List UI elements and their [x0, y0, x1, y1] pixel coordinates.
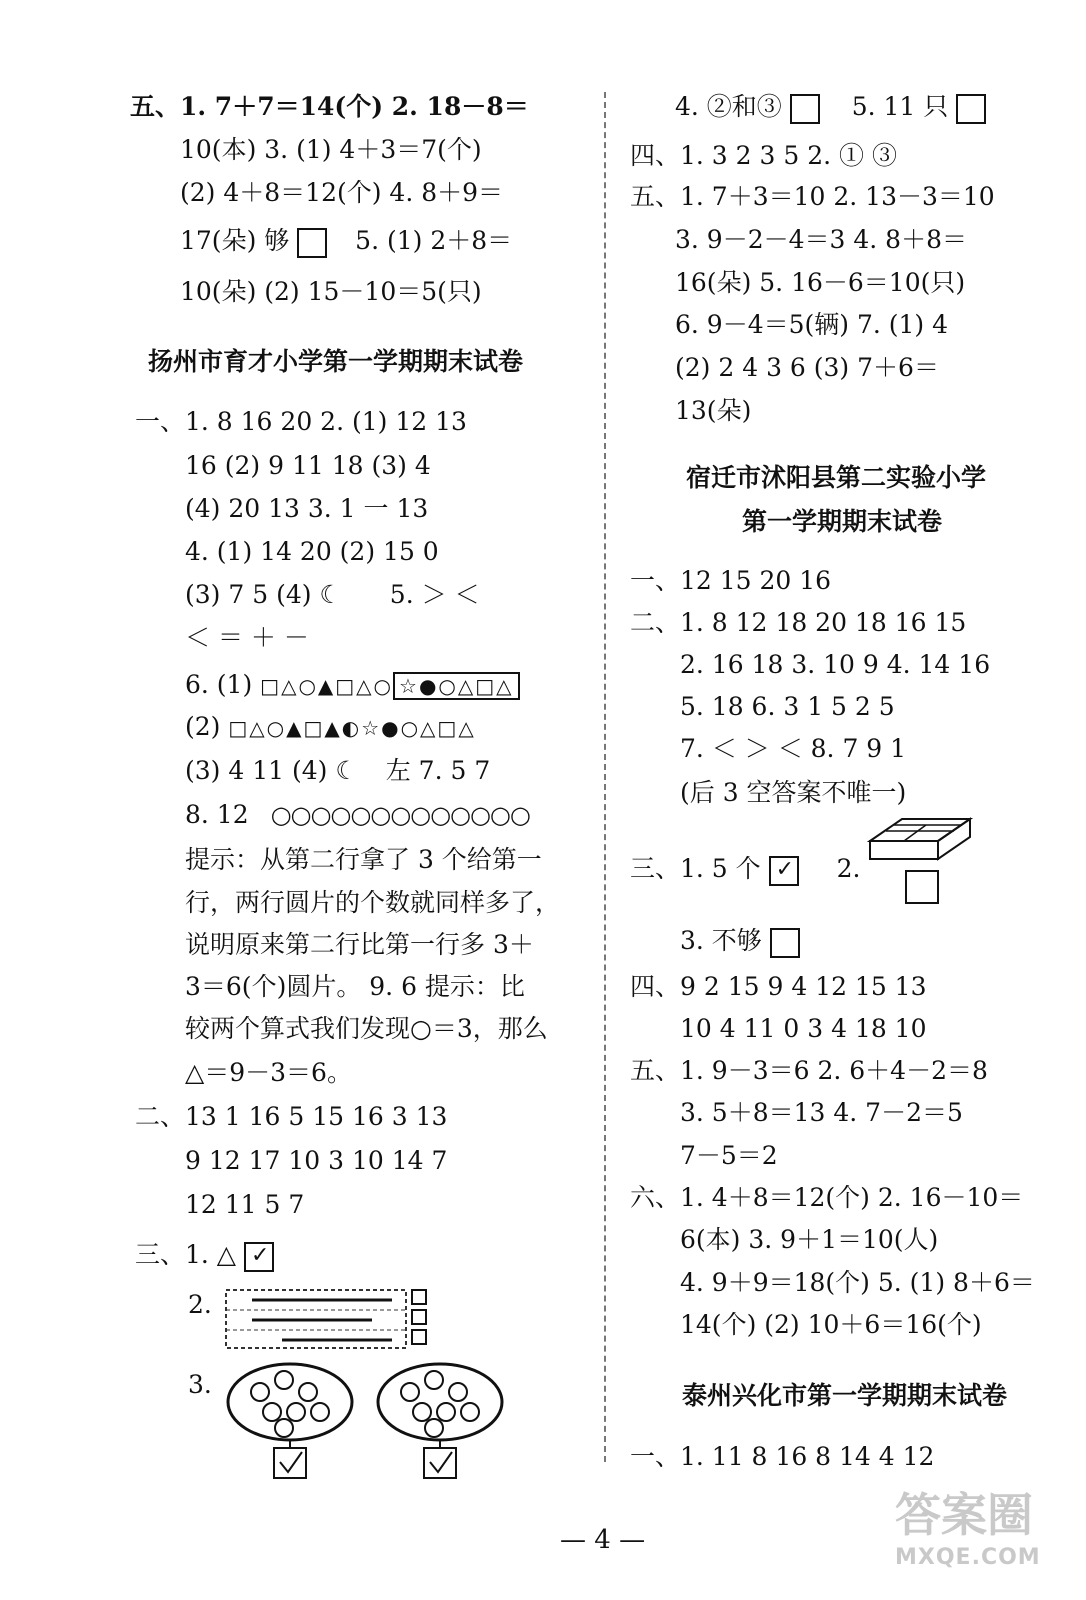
answer-line: 7－5＝2 [680, 1141, 778, 1170]
answer-text: (2) [185, 712, 221, 741]
answer-line: 五、1. 7＋3＝10 2. 13－3＝10 [630, 182, 995, 211]
answer-text: 三、1. △ [135, 1240, 237, 1269]
answer-box [297, 228, 327, 258]
answer-line: 14(个) (2) 10＋6＝16(个) [680, 1310, 982, 1339]
answer-line [675, 92, 986, 124]
moon-icon: ☾ [335, 756, 358, 785]
section-title: 扬州市育才小学第一学期期末试卷 [148, 347, 524, 376]
answer-line: 2. 16 18 3. 10 9 4. 14 16 [680, 650, 991, 679]
hint-line: △＝9－3＝6。 [185, 1058, 352, 1087]
check-box [769, 856, 799, 886]
answer-line: 16 (2) 9 11 18 (3) 4 [185, 451, 431, 480]
hint-line: 行，两行圆片的个数就同样多了， [185, 888, 561, 917]
answer-line: 3. [188, 1370, 212, 1399]
answer-line: 10 4 11 0 3 4 18 10 [680, 1014, 927, 1043]
answer-line: 2. [188, 1290, 212, 1319]
answer-line: 7. ＜ ＞ ＜ 8. 7 9 1 [680, 734, 907, 763]
answer-line: 6(本) 3. 9＋1＝10(人) [680, 1225, 939, 1254]
answer-text: 5. ＞ ＜ [389, 580, 480, 609]
answer-line: 二、1. 8 12 18 20 18 16 15 [630, 608, 967, 637]
circle-row: ○○○○○○○○○○○○○ [270, 801, 530, 829]
answer-line [180, 226, 512, 258]
answer-line: 9 12 17 10 3 10 14 7 [185, 1146, 448, 1175]
answer-text: 5. 11 只 [851, 92, 949, 121]
answer-line: 四、9 2 15 9 4 12 15 13 [630, 972, 927, 1001]
answer-line: ＜ ＝ ＋ － [185, 623, 309, 652]
answer-line: 六、1. 4＋8＝12(个) 2. 16－10＝ [630, 1183, 1024, 1212]
answer-line [185, 670, 520, 701]
answer-text: 4. ②和③ [675, 92, 782, 121]
answer-line [135, 1240, 274, 1272]
watermark-url: MXQE.COM [895, 1545, 1041, 1570]
answer-box [790, 94, 820, 124]
answer-text: 2. [836, 854, 861, 883]
football-groups-figure [222, 1362, 522, 1480]
answer-line: 12 11 5 7 [185, 1190, 305, 1219]
answer-line: 五、1. 9－3＝6 2. 6＋4－2＝8 [630, 1056, 988, 1085]
answer-line: 4. (1) 14 20 (2) 15 0 [185, 537, 439, 566]
answer-text: 17(朵) 够 [180, 226, 290, 255]
column-divider [604, 92, 606, 1462]
watermark-text: 答案圈 [895, 1488, 1033, 1542]
answer-line: 16(朵) 5. 16－6＝10(只) [675, 268, 966, 297]
answer-text: 3. 不够 [680, 926, 762, 955]
answer-line: 五、1. 7＋7＝14(个) 2. 18－8＝ [130, 92, 529, 121]
answer-line: 10(朵) (2) 15－10＝5(只) [180, 277, 482, 306]
box-figure [864, 815, 976, 907]
hint-line: 3＝6(个)圆片。 9. 6 提示：比 [185, 972, 525, 1001]
answer-line: 10(本) 3. (1) 4＋3＝7(个) [180, 135, 482, 164]
shape-sequence: □△○▲□▲◐☆●○△□△ [228, 716, 476, 740]
hint-line: 较两个算式我们发现○＝3，那么 [185, 1014, 548, 1043]
answer-line [185, 580, 480, 610]
answer-line: 5. 18 6. 3 1 5 2 5 [680, 692, 895, 721]
answer-line: 13(朵) [675, 396, 752, 425]
answer-line: 一、1. 8 16 20 2. (1) 12 13 [135, 407, 467, 436]
answer-line: (2) 2 4 3 6 (3) 7＋6＝ [675, 353, 939, 382]
answer-line: (后 3 空答案不唯一) [680, 778, 907, 807]
page-number: — 4 — [560, 1525, 646, 1555]
answer-box [956, 94, 986, 124]
answer-line [185, 800, 530, 830]
answer-line [680, 926, 800, 958]
check-box [244, 1242, 274, 1272]
answer-text: 5. (1) 2＋8＝ [355, 226, 513, 255]
answer-line [185, 712, 476, 743]
answer-line: 3. 9－2－4＝3 4. 8＋8＝ [675, 225, 967, 254]
answer-text: 8. 12 [185, 800, 249, 829]
answer-text: (3) 4 11 (4) [185, 756, 328, 785]
answer-line [630, 854, 860, 886]
answer-line: (2) 4＋8＝12(个) 4. 8＋9＝ [180, 178, 504, 207]
answer-line [185, 756, 490, 786]
section-title: 第一学期期末试卷 [742, 507, 943, 536]
answer-box [770, 928, 800, 958]
hint-line: 说明原来第二行比第一行多 3＋ [185, 930, 534, 959]
answer-line: 一、1. 11 8 16 8 14 4 12 [630, 1442, 935, 1471]
answer-text: 6. (1) [185, 670, 253, 699]
answer-line: 6. 9－4＝5(辆) 7. (1) 4 [675, 310, 949, 339]
answer-line: 一、12 15 20 16 [630, 566, 832, 595]
watermark [895, 1485, 1075, 1585]
answer-text: 三、1. 5 个 [630, 854, 761, 883]
answer-text: (3) 7 5 (4) ☾ [185, 580, 342, 609]
answer-text: 左 7. 5 7 [385, 756, 491, 785]
shape-sequence: □△○▲□△○ [260, 674, 394, 698]
answer-line: 二、13 1 16 5 15 16 3 13 [135, 1102, 448, 1131]
answer-line: (4) 20 13 3. 1 一 13 [185, 494, 429, 523]
shape-sequence-framed: ☆●○△□△ [393, 672, 520, 700]
hint-line: 提示：从第二行拿了 3 个给第一 [185, 845, 542, 874]
answer-line: 3. 5＋8＝13 4. 7－2＝5 [680, 1098, 963, 1127]
section-title: 宿迁市沭阳县第二实验小学 [686, 463, 987, 492]
section-title: 泰州兴化市第一学期期末试卷 [682, 1381, 1008, 1410]
line-compare-figure [222, 1286, 432, 1352]
answer-line: 4. 9＋9＝18(个) 5. (1) 8＋6＝ [680, 1268, 1035, 1297]
answer-line: 四、1. 3 2 3 5 2. ① ③ [630, 141, 897, 170]
